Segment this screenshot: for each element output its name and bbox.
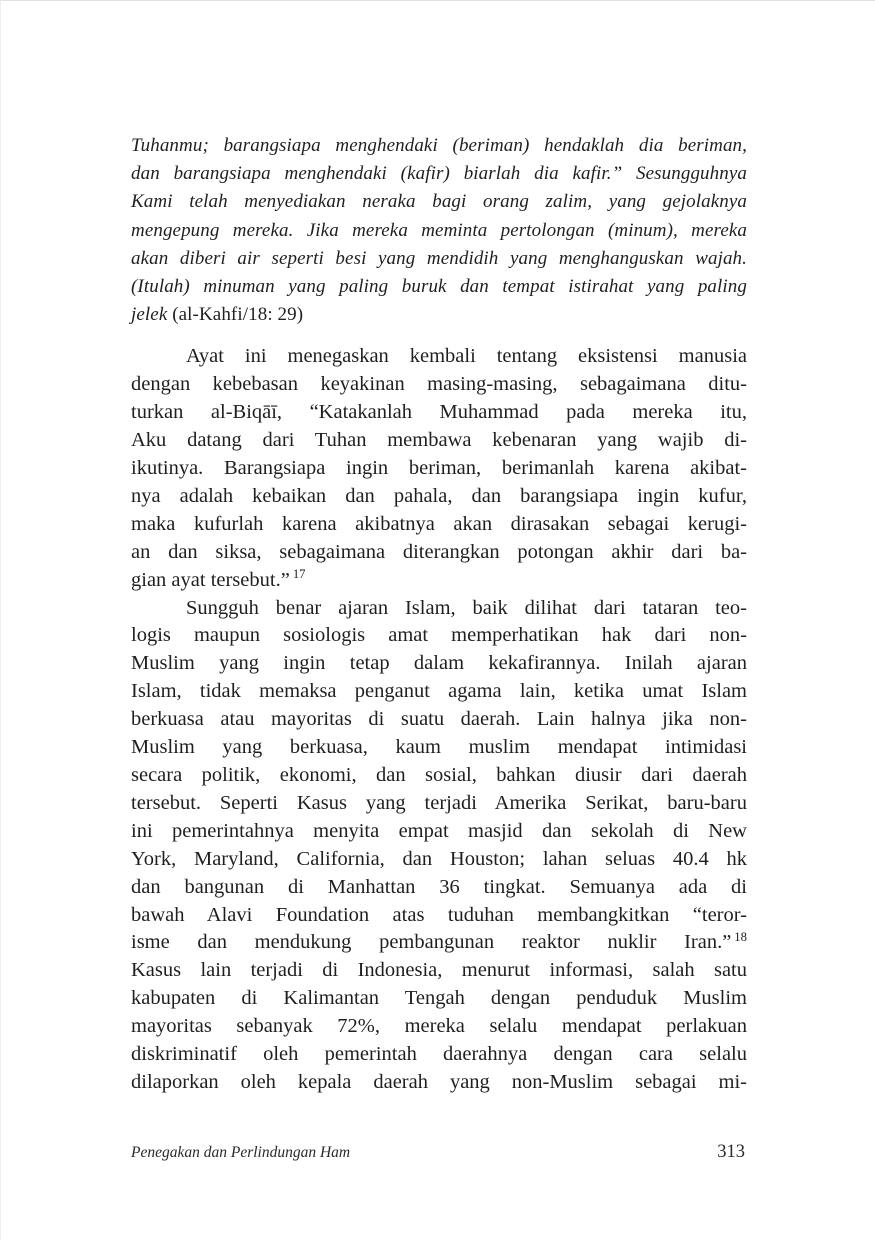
text-line: Sungguh benar ajaran Islam, baik dilihat dari tataran teo- — [186, 596, 747, 619]
text-line: ikutinya. Barangsiapa ingin beriman, berimanlah karena akibat- — [131, 457, 747, 480]
text-line: (Itulah) minuman yang paling buruk dan tempat istirahat yang paling — [131, 276, 747, 298]
running-title: Penegakan dan Perlindungan Ham — [131, 1144, 351, 1161]
page-content — [131, 132, 747, 1097]
text-line: dilaporkan oleh kepala daerah yang non-Muslim sebagai mi- — [131, 1070, 747, 1093]
quran-quote-block — [131, 132, 747, 329]
text-line: turkan al-Biqāī, “Katakanlah Muhammad pada mereka itu, — [131, 401, 747, 424]
text-line: mayoritas sebanyak 72%, mereka selalu mendapat perlakuan — [131, 1015, 747, 1038]
text-line: kabupaten di Kalimantan Tengah dengan penduduk Muslim — [131, 987, 747, 1010]
text-line: Kami telah menyediakan neraka bagi orang zalim, yang gejolaknya — [131, 191, 747, 213]
page-number: 313 — [717, 1142, 745, 1162]
text-line: isme dan mendukung pembangunan reaktor nuklir Iran.” $^{18}$ — [131, 929, 747, 954]
text-line: dengan kebebasan keyakinan masing-masing, sebagaimana ditu- — [131, 373, 747, 396]
text-line: Ayat ini menegaskan kembali tentang eksistensi manusia — [186, 345, 747, 368]
text-line: ini pemerintahnya menyita empat masjid dan sekolah di New — [131, 819, 747, 842]
text-line: York, Maryland, California, dan Houston; lahan seluas 40.4 hk — [131, 847, 747, 870]
text-line: Muslim yang ingin tetap dalam kekafirannya. Inilah ajaran — [131, 652, 747, 675]
text-line: Muslim yang berkuasa, kaum muslim mendapat intimidasi — [131, 736, 747, 759]
text-line: diskriminatif oleh pemerintah daerahnya dengan cara selalu — [131, 1043, 747, 1066]
text-line: secara politik, ekonomi, dan sosial, bahkan diusir dari daerah — [131, 764, 747, 787]
book-footer — [131, 1142, 745, 1163]
footnote-ref: 18 — [734, 929, 747, 944]
paragraph-1 — [131, 343, 747, 594]
text-line: nya adalah kebaikan dan pahala, dan barangsiapa ingin kufur, — [131, 484, 747, 507]
footnote-ref: 17 — [292, 566, 306, 581]
text-line: logis maupun sosiologis amat memperhatikan hak dari non- — [131, 624, 747, 647]
text-line: gian ayat tersebut.” $^{17}$ — [131, 566, 306, 591]
text-line: Islam, tidak memaksa penganut agama lain, ketika umat Islam — [131, 680, 747, 703]
text-line: akan diberi air seperti besi yang mendidih yang menghanguskan wajah. — [131, 247, 747, 269]
text-line: Aku datang dari Tuhan membawa kebenaran yang wajib di- — [131, 429, 747, 452]
text-line: berkuasa atau mayoritas di suatu daerah. Lain halnya jika non- — [131, 708, 747, 731]
text-line: an dan siksa, sebagaimana diterangkan potongan akhir dari ba- — [131, 540, 747, 563]
text-line: tersebut. Seperti Kasus yang terjadi Amerika Serikat, baru-baru — [131, 791, 747, 814]
text-line: mengepung mereka. Jika mereka meminta pertolongan (minum), mereka — [131, 219, 747, 241]
text-line: maka kufurlah karena akibatnya akan dirasakan sebagai kerugi- — [131, 512, 747, 535]
text-line: jelek (al-Kahfi/18: 29) — [131, 304, 304, 326]
text-line: dan barangsiapa menghendaki (kafir) biarlah dia kafir.” Sesungguhnya — [131, 163, 747, 185]
quote-reference: (al-Kahfi/18: 29) — [167, 304, 304, 326]
paragraph-2 — [131, 595, 747, 1097]
text-line: dan bangunan di Manhattan 36 tingkat. Semuanya ada di — [131, 875, 747, 898]
body-text — [131, 343, 747, 1096]
text-line: Kasus lain terjadi di Indonesia, menurut informasi, salah satu — [131, 959, 747, 982]
text-line: bawah Alavi Foundation atas tuduhan membangkitkan “teror- — [131, 903, 747, 926]
text-line: Tuhanmu; barangsiapa menghendaki (beriman) hendaklah dia beriman, — [131, 135, 747, 156]
